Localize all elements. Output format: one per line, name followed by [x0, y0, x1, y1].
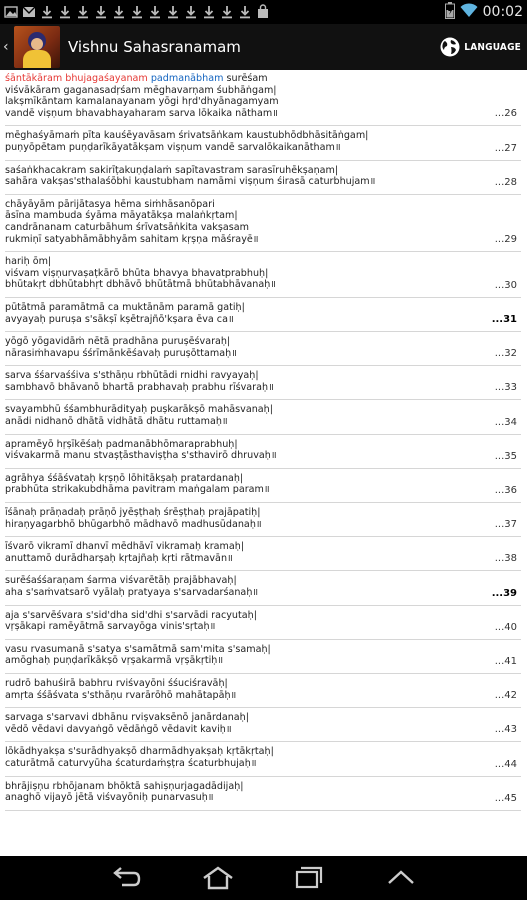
divider — [5, 502, 521, 503]
verse-line — [5, 130, 521, 142]
verse-line — [5, 370, 521, 382]
gmail-icon — [22, 4, 36, 20]
divider — [5, 605, 521, 606]
language-label: LANGUAGE — [464, 41, 521, 53]
verse-line — [5, 621, 521, 633]
divider — [5, 194, 521, 195]
verse-line — [5, 142, 521, 154]
battery-charging-icon — [445, 2, 455, 23]
divider — [5, 707, 521, 708]
verse-line — [5, 404, 521, 416]
verse-block — [5, 712, 521, 741]
verse-line — [5, 336, 521, 348]
verse-text: anuttamō durādharṣaḥ kṛtajñaḥ kṛti rātmavān॥ — [5, 552, 233, 564]
verse-block — [5, 507, 521, 536]
verse-text: sarva śśarvaśśiva s'sthāṇu rbhūtādi rnidhi ravyayaḥ| — [5, 370, 259, 382]
verse-line — [5, 644, 521, 656]
verse-text: nārasiṁhavapu śśrīmānkēśavaḥ puruṣōttamaḥ॥ — [5, 347, 237, 359]
verse-text: mēghaśyāmaṁ pīta kauśēyavāsam śrivatsāṅkam kaustubhōdbhāsitāṅgam| — [5, 130, 369, 142]
divider — [5, 251, 521, 252]
verse-text: īśvarō vikramī dhanvī mēdhāvī vikramaḥ kramaḥ| — [5, 541, 245, 553]
image-icon — [4, 4, 18, 20]
verse-number: ...27 — [494, 142, 517, 154]
verse-text: saśaṅkhacakram sakirīṭakuṇḍalaṁ sapītavastram sarasīruhēkṣaṇam| — [5, 164, 339, 176]
verse-number: ...36 — [494, 485, 517, 497]
status-clock: 00:02 — [482, 4, 523, 20]
status-bar — [0, 0, 527, 24]
verse-number: ...41 — [494, 655, 517, 667]
divider — [5, 639, 521, 640]
globe-icon — [439, 36, 461, 58]
recent-apps-icon — [291, 865, 327, 891]
verse-text: vṛṣākapi ramēyātmā sarvayōga vinis'sṛtaḥ॥ — [5, 621, 216, 633]
divider — [5, 365, 521, 366]
verse-text: prabhūta strikakubdhāma pavitram maṅgalam param॥ — [5, 484, 270, 496]
shopping-bag-icon — [256, 4, 270, 20]
verse-text: anādi nidhanō dhātā vidhātā dhātu ruttamaḥ॥ — [5, 416, 228, 428]
navigation-bar — [0, 856, 527, 900]
verse-line — [5, 279, 521, 291]
verse-text: lakṣmīkāntam kamalanayanam yōgi hṛd'dhyānagamyam — [5, 96, 279, 108]
verse-text: avyayaḥ puruṣa s'sākṣī kṣētrajñō'kṣara ēva ca॥ — [5, 313, 234, 325]
verse-block — [5, 678, 521, 707]
verse-text: yōgō yōgavidāṁ nētā pradhāna puruṣēśvaraḥ| — [5, 336, 231, 348]
verse-line — [5, 256, 521, 268]
verse-text: vasu rvasumanā s'satya s'samātmā sam'mita s'samaḥ| — [5, 643, 271, 655]
verse-text: aha s'saṁvatsarō vyālaḥ pratyaya s'sarvadarśanaḥ॥ — [5, 587, 259, 598]
notification-icons — [4, 0, 270, 24]
verse-block — [5, 199, 521, 251]
verse-block — [5, 73, 521, 125]
verse-line — [5, 792, 521, 804]
verse-text: agrāhya śśāśvataḥ kṛṣṇō lōhitākṣaḥ pratardanaḥ| — [5, 472, 244, 484]
verse-number: ...39 — [491, 587, 517, 599]
verse-text: svayambhū śśambhurādityaḥ puṣkarākṣō mahāsvanaḥ| — [5, 404, 273, 416]
verse-line — [5, 73, 521, 85]
verse-line — [5, 473, 521, 485]
verse-block — [5, 473, 521, 502]
verse-text: surēśam — [223, 73, 268, 84]
download-icon — [94, 4, 108, 20]
verse-number: ...38 — [494, 553, 517, 565]
verse-text: surēśaśśaraṇam śarma viśvarētāḥ prajābhavaḥ| — [5, 575, 237, 587]
verse-text: viśvākāram gaganasadṛśam mēghavarṇam śubhāṅgam| — [5, 84, 277, 96]
verse-line — [5, 724, 521, 736]
verse-line — [5, 234, 521, 246]
verse-text: pūtātmā paramātmā ca muktānām paramā gatiḥ| — [5, 301, 245, 313]
verse-line — [5, 176, 521, 188]
verse-text: rukmiṇī satyabhāmābhyām sahitam kṛṣṇa māśrayē॥ — [5, 233, 259, 245]
app-title: Vishnu Sahasranamam — [68, 38, 241, 56]
divider — [5, 434, 521, 435]
wifi-icon — [460, 2, 478, 22]
verse-number: ...35 — [494, 450, 517, 462]
verse-block — [5, 302, 521, 331]
verse-line — [5, 222, 521, 234]
verse-number: ...31 — [491, 314, 517, 326]
verse-line — [5, 541, 521, 553]
verse-text: aja s'sarvēśvara s'sid'dha sid'dhi s'sarvādi racyutaḥ| — [5, 609, 257, 621]
verse-text: īśānaḥ prāṇadaḥ prāṇō jyēṣṭhaḥ śrēṣṭhaḥ prajāpatiḥ| — [5, 507, 261, 519]
divider — [5, 570, 521, 571]
verse-line — [5, 348, 521, 360]
verse-line — [5, 416, 521, 428]
divider — [5, 399, 521, 400]
verse-number: ...32 — [494, 348, 517, 360]
verse-line — [5, 268, 521, 280]
verse-text: hariḥ ōm| — [5, 256, 52, 268]
verse-line — [5, 484, 521, 496]
verse-block — [5, 130, 521, 159]
download-icon — [76, 4, 90, 20]
verse-text: hiraṇyagarbhō bhūgarbhō mādhavō madhusūdanaḥ॥ — [5, 518, 262, 530]
download-icon — [58, 4, 72, 20]
verse-block — [5, 541, 521, 570]
home-button[interactable] — [188, 856, 248, 900]
verse-text: śāntākāram bhujagaśayanam — [5, 73, 151, 84]
back-icon — [108, 865, 144, 891]
verse-line — [5, 575, 521, 587]
verse-line — [5, 314, 521, 326]
verse-line — [5, 507, 521, 519]
verse-text: bhūtakṛt dbhūtabhṛt dbhāvō bhūtātmā bhūtabhāvanaḥ॥ — [5, 279, 277, 291]
verse-line — [5, 553, 521, 565]
verse-text: padmanābham — [150, 73, 224, 84]
verse-line — [5, 439, 521, 451]
verse-text: amōghaḥ puṇḍarīkākṣō vṛṣakarmā vṛṣākṛtiḥ॥ — [5, 655, 224, 667]
divider — [5, 125, 521, 126]
verse-line — [5, 746, 521, 758]
verse-line — [5, 382, 521, 394]
verse-block — [5, 404, 521, 433]
divider — [5, 810, 521, 811]
verse-number: ...30 — [494, 279, 517, 291]
verse-text: viśvam viṣṇurvaṣaṭkārō bhūta bhavya bhavatprabhuḥ| — [5, 267, 269, 279]
verse-number: ...29 — [494, 234, 517, 246]
verse-text: lōkādhyakṣa s'surādhyakṣō dharmādhyakṣaḥ kṛtākṛtaḥ| — [5, 746, 274, 758]
verse-line — [5, 85, 521, 97]
verse-block — [5, 370, 521, 399]
download-icon — [220, 4, 234, 20]
verse-line — [5, 165, 521, 177]
verse-line — [5, 587, 521, 599]
up-caret-icon[interactable]: ‹ — [3, 39, 9, 55]
verse-line — [5, 199, 521, 211]
system-icons — [445, 2, 523, 23]
download-icon — [238, 4, 252, 20]
verse-text: vēdō vēdavi davyaṅgō vēdāṅgō vēdavit kaviḥ॥ — [5, 723, 232, 735]
verse-block — [5, 644, 521, 673]
verse-number: ...40 — [494, 621, 517, 633]
menu-up-icon — [383, 865, 419, 891]
verse-line — [5, 519, 521, 531]
verse-block — [5, 165, 521, 194]
verse-number: ...43 — [494, 724, 517, 736]
verse-line — [5, 108, 521, 120]
verse-line — [5, 302, 521, 314]
divider — [5, 331, 521, 332]
verse-block — [5, 610, 521, 639]
verse-number: ...44 — [494, 758, 517, 770]
divider — [5, 536, 521, 537]
verse-text: viśvakarmā manu stvaṣṭāsthaviṣṭha s'sthavirō dhruvaḥ॥ — [5, 450, 277, 462]
verse-line — [5, 96, 521, 108]
verse-line — [5, 781, 521, 793]
download-icon — [166, 4, 180, 20]
download-icon — [148, 4, 162, 20]
verse-number: ...42 — [494, 690, 517, 702]
verse-block — [5, 746, 521, 775]
verse-block — [5, 336, 521, 365]
verse-text: candrānanam caturbāhum śrīvatsāṅkita vakṣasam — [5, 221, 249, 233]
recent-apps-button[interactable] — [279, 856, 339, 900]
verse-line — [5, 610, 521, 622]
verse-number: ...34 — [494, 416, 517, 428]
verse-block — [5, 781, 521, 810]
verse-block — [5, 256, 521, 297]
verse-text: vandē viṣṇum bhavabhayaharam sarva lōkaika nātham॥ — [5, 107, 278, 119]
verse-text: anaghō vijayō jētā viśvayōniḥ punarvasuḥ॥ — [5, 792, 214, 804]
verse-text: apramēyō hṛṣīkēśaḥ padmanābhōmaraprabhuḥ| — [5, 438, 238, 450]
action-bar — [0, 24, 527, 70]
verse-text: puṇyōpētam puṇḍarīkāyatākṣam viṣṇum vandē sarvalōkaikanātham॥ — [5, 141, 341, 153]
verse-line — [5, 655, 521, 667]
verse-number: ...45 — [494, 792, 517, 804]
verse-text: āsīna mambuda śyāma māyatākṣa malaṅkṛtam| — [5, 210, 238, 222]
verse-block — [5, 439, 521, 468]
divider — [5, 468, 521, 469]
verse-line — [5, 758, 521, 770]
verse-number: ...26 — [494, 108, 517, 120]
verse-line — [5, 712, 521, 724]
download-icon — [130, 4, 144, 20]
verse-list[interactable] — [0, 70, 527, 856]
download-icon — [112, 4, 126, 20]
verse-text: amṛta śśāśvata s'sthāṇu rvarārōhō mahātapāḥ॥ — [5, 689, 237, 701]
divider — [5, 741, 521, 742]
divider — [5, 776, 521, 777]
verse-line — [5, 678, 521, 690]
download-icon — [184, 4, 198, 20]
download-icon — [40, 4, 54, 20]
download-icon — [202, 4, 216, 20]
app-logo-icon[interactable] — [14, 26, 60, 68]
verse-text: sambhavō bhāvanō bhartā prabhavaḥ prabhu rīśvaraḥ॥ — [5, 381, 274, 393]
verse-line — [5, 450, 521, 462]
verse-number: ...28 — [494, 176, 517, 188]
verse-number: ...37 — [494, 519, 517, 531]
language-button[interactable] — [439, 36, 521, 58]
verse-text: caturātmā caturvyūha ścaturdaṁṣṭra ścaturbhujaḥ॥ — [5, 757, 257, 769]
verse-text: bhrājiṣṇu rbhōjanam bhōktā sahiṣṇurjagadādijaḥ| — [5, 780, 244, 792]
divider — [5, 160, 521, 161]
verse-text: rudrō bahuśirā babhru rviśvayōni śśuciśravāḥ| — [5, 677, 228, 689]
back-button[interactable] — [96, 856, 156, 900]
divider — [5, 297, 521, 298]
verse-number: ...33 — [494, 382, 517, 394]
verse-line — [5, 690, 521, 702]
menu-up-button[interactable] — [371, 856, 431, 900]
verse-block — [5, 575, 521, 604]
verse-text: sarvaga s'sarvavi dbhānu rviṣvaksēnō janārdanaḥ| — [5, 712, 249, 724]
divider — [5, 673, 521, 674]
verse-text: sahāra vakṣas'sthalaśōbhi kaustubham namāmi viṣṇum śirasā caturbhujam॥ — [5, 176, 376, 188]
home-icon — [200, 865, 236, 891]
verse-text: chāyāyām pārijātasya hēma siṁhāsanōpari — [5, 198, 215, 210]
verse-line — [5, 210, 521, 222]
